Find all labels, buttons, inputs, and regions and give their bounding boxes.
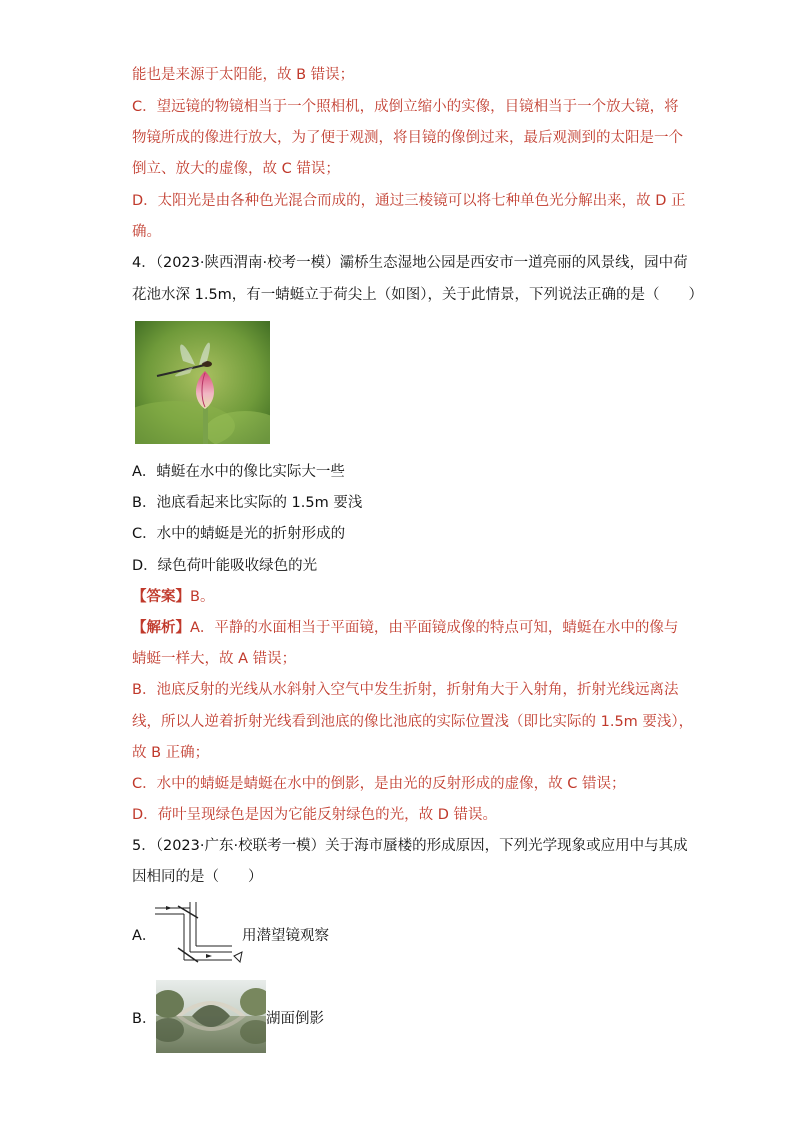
- bridge-reflection-photo: [156, 980, 266, 1053]
- q4-analysis-b-line-2: 线，所以人逆着折射光线看到池底的像比池底的实际位置浅（即比实际的 1.5m 要浅），: [132, 714, 694, 730]
- analysis-text-1: A．平静的水面相当于平面镜，由平面镜成像的特点可知，蜻蜓在水中的像与: [190, 620, 679, 636]
- q4-analysis-line-2: 蜻蜓一样大，故 A 错误；: [132, 651, 297, 667]
- q4-option-d: D．绿色荷叶能吸收绿色的光: [132, 558, 318, 574]
- q4-stem-line-1: 4．（2023·陕西渭南·校考一模）灞桥生态湿地公园是西安市一道亮丽的风景线，园中荷: [132, 255, 688, 271]
- q4-option-a: A．蜻蜓在水中的像比实际大一些: [132, 464, 345, 480]
- q4-analysis-line-1: [132, 617, 678, 639]
- analysis-tag: 【解析】: [132, 620, 190, 636]
- prev-option-c-line-1: C．望远镜的物镜相当于一个照相机，成倒立缩小的实像，目镜相当于一个放大镜，将: [132, 99, 679, 115]
- q5-option-a-text: 用潜望镜观察: [242, 928, 329, 944]
- dragonfly-lotus-photo: [135, 321, 270, 444]
- q4-analysis-c: C．水中的蜻蜓是蜻蜓在水中的倒影，是由光的反射形成的虚像，故 C 错误；: [132, 776, 626, 792]
- prev-option-d-line-1: D．太阳光是由各种色光混合而成的，通过三棱镜可以将七种单色光分解出来，故 D 正: [132, 193, 686, 209]
- periscope-diagram: [150, 900, 245, 972]
- q5-option-b-label: B．: [132, 1011, 157, 1027]
- q4-option-b: B．池底看起来比实际的 1.5m 要浅: [132, 495, 363, 511]
- q4-answer: [132, 586, 214, 608]
- answer-value: B。: [190, 589, 215, 605]
- q5-stem-line-2: 因相同的是（ ）: [132, 869, 263, 885]
- answer-tag: 【答案】: [132, 589, 190, 605]
- q4-analysis-d: D．荷叶呈现绿色是因为它能反射绿色的光，故 D 错误。: [132, 807, 498, 823]
- prev-line-1: 能也是来源于太阳能，故 B 错误；: [132, 67, 355, 83]
- q4-analysis-b-line-1: B．池底反射的光线从水斜射入空气中发生折射，折射角大于入射角，折射光线远离法: [132, 682, 679, 698]
- q4-analysis-b-line-3: 故 B 正确；: [132, 745, 210, 761]
- q4-option-c: C．水中的蜻蜓是光的折射形成的: [132, 526, 346, 542]
- q4-stem-line-2: 花池水深 1.5m，有一蜻蜓立于荷尖上（如图），关于此情景，下列说法正确的是（ ）: [132, 287, 704, 303]
- q5-stem-line-1: 5．（2023·广东·校联考一模）关于海市蜃楼的形成原因，下列光学现象或应用中与其成: [132, 838, 688, 854]
- prev-option-c-line-3: 倒立、放大的虚像，故 C 错误；: [132, 161, 340, 177]
- q5-option-b-text: 湖面倒影: [266, 1011, 324, 1027]
- prev-option-c-line-2: 物镜所成的像进行放大，为了便于观测，将目镜的像倒过来，最后观测到的太阳是一个: [132, 130, 683, 146]
- q5-option-a-label: A．: [132, 928, 157, 944]
- prev-option-d-line-2: 确。: [132, 224, 161, 240]
